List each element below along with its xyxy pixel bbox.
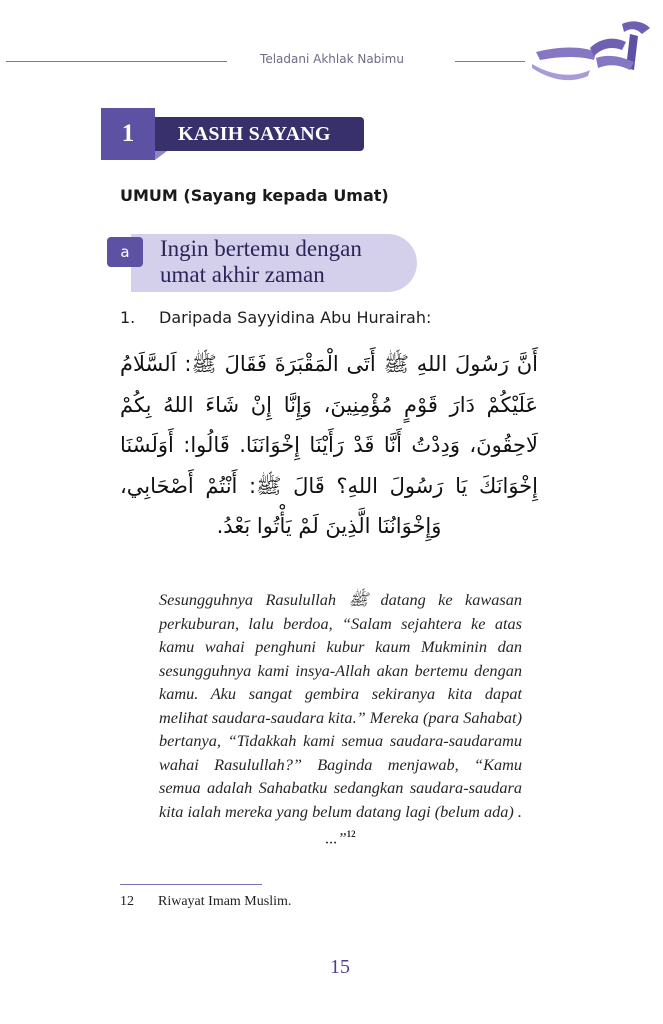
- chapter-badge-fold: [155, 151, 167, 161]
- footnote-text: Riwayat Imam Muslim.: [158, 894, 292, 909]
- list-item-text: Daripada Sayyidina Abu Hurairah:: [159, 308, 432, 327]
- chapter-title: KASIH SAYANG: [155, 117, 364, 151]
- translation-text: Sesungguhnya Rasulullah ﷺ datang ke kawasan perkuburan, lalu berdoa, “Salam sejahtera ke atas kamu wahai penghuni kubur kaum Mukminin dan sesungguhnya kami insya-Allah akan bertemu dengan kamu. Aku sangat gembira sekiranya kita dapat melihat saudara-saudara kita.” Mereka (para Sahabat) bertanya, “Tidakkah kami semua saudara-saudaramu wahai Rasulullah?” Baginda menjawab, “Kamu semua adalah Sahabatku sedangkan saudara-saudara kita ialah mereka yang belum datang lagi (belum ada) . ...”: [159, 590, 523, 848]
- header-rule-left: [6, 61, 227, 62]
- footnote-reference: 12: [346, 829, 356, 839]
- chapter-number-badge: 1: [101, 108, 155, 160]
- hadith-translation: [159, 588, 522, 850]
- subheading-letter-badge: a: [107, 237, 143, 267]
- arabic-hadith-text: أَنَّ رَسُولَ اللهِ ﷺ أَتَى الْمَقْبَرَةَ فَقَالَ ﷺ: اَلسَّلَامُ عَلَيْكُمْ دَارَ قَوْمٍ مُؤْمِنِينَ، وَإِنَّا إِنْ شَاءَ اللهُ بِكُمْ لَاحِقُونَ، وَدِدْتُ أَنَّا قَدْ رَأَيْنَا إِخْوَانَنَا. قَالُوا: أَوَلَسْنَا إِخْوَانَكَ يَا رَسُولَ اللهِ؟ قَالَ ﷺ: أَنْتُمْ أَصْحَابِي، وَإِخْوَانُنَا الَّذِينَ لَمْ يَأْتُوا بَعْدُ.: [120, 352, 538, 538]
- subheading-title: Ingin bertemu dengan umat akhir zaman: [160, 236, 362, 287]
- page-number: 15: [330, 956, 350, 978]
- running-header-title: Teladani Akhlak Nabimu: [260, 52, 404, 66]
- list-item-number: 1.: [120, 308, 136, 327]
- section-heading: UMUM (Sayang kepada Umat): [120, 186, 389, 205]
- header-rule-right: [455, 61, 525, 62]
- footnote-number: 12: [120, 894, 134, 909]
- footnote-divider: [120, 884, 262, 885]
- brush-logo-icon: [530, 14, 656, 88]
